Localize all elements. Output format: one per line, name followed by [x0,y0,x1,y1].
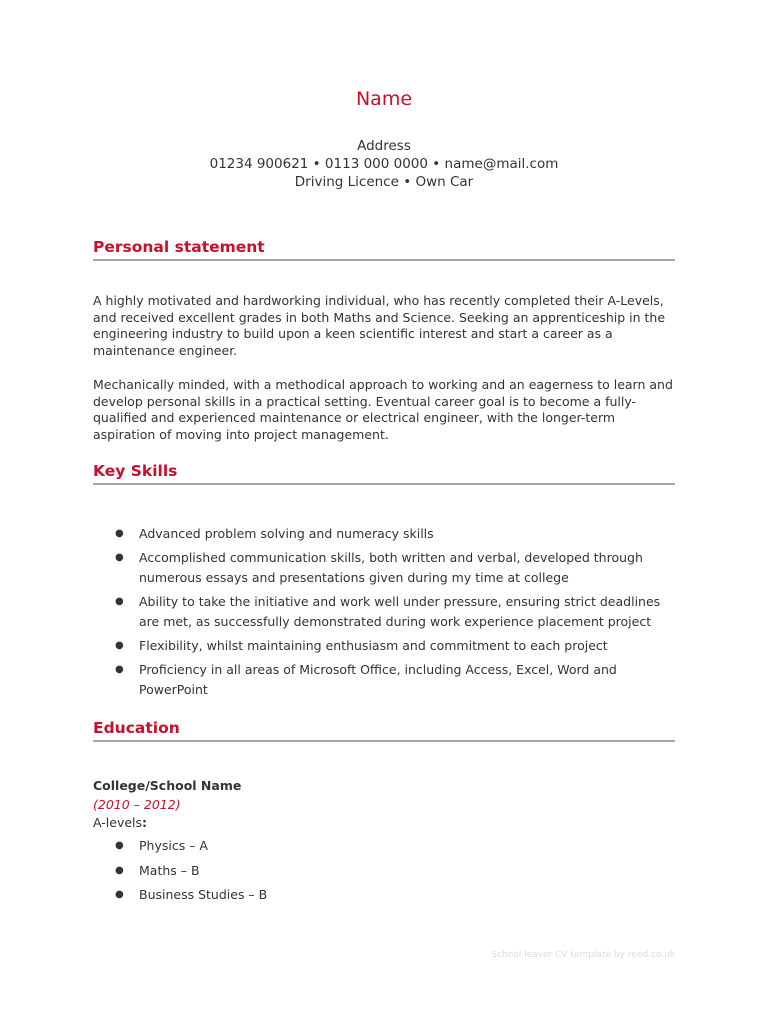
subjects-list [93,836,675,910]
template-credit: School leaver CV template by reed.co.uk [491,950,675,960]
contact-block [93,137,675,191]
statement-paragraph-2: Mechanically minded, with a methodical approach to working and an eagerness to learn and develop personal skills in a practical setting. Eventual career goal is to become a fully-qualified and experienced maintenance or electrical engineer, with the longer-term aspiration of moving into project management. [93,377,673,443]
personal-statement-heading: Personal statement [93,238,675,261]
education-years: (2010 – 2012) [93,797,181,812]
skill-text: Advanced problem solving and numeracy skills [139,526,434,541]
subject-text: Maths – B [139,862,200,878]
skill-text: Flexibility, whilst maintaining enthusiasm and commitment to each project [139,638,608,653]
statement-paragraph-1: A highly motivated and hardworking individual, who has recently completed their A-Levels, and received excellent grades in both Maths and Science. Seeking an apprenticeship in the engineering industry to build upon a keen scientific interest and start a career as a maintenance engineer. [93,293,666,359]
bullet-icon: ● [115,552,124,563]
bullet-icon: ● [115,596,124,607]
list-item [93,861,675,881]
list-item [93,548,675,588]
bullet-icon: ● [115,864,124,876]
list-item [93,592,675,632]
school-name: College/School Name [93,778,242,793]
list-item [93,660,675,700]
subject-text: Physics – A [139,838,208,853]
education-heading: Education [93,719,675,742]
list-item [93,636,675,656]
skill-text: Ability to take the initiative and work well under pressure, ensuring strict deadlines are met, as successfully demonstrated during work experience placement project [139,594,661,629]
bullet-icon: ● [115,840,124,851]
qualification-label [93,815,147,830]
qualification-text: A-levels [93,815,143,830]
bullet-icon: ● [115,889,124,900]
list-item [93,836,675,856]
skill-text: Accomplished communication skills, both written and verbal, developed through numerous essays and presentations given during my time at college [139,550,643,585]
skill-text: Proficiency in all areas of Microsoft Office, including Access, Excel, Word and PowerPoint [139,662,617,697]
phone-email-line: 01234 900621 • 0113 000 0000 • name@mail.com [209,156,559,172]
bullet-icon: ● [115,640,124,651]
list-item [93,885,675,905]
bullet-icon: ● [115,664,124,675]
list-item [93,524,675,544]
subject-text: Business Studies – B [139,887,268,902]
address-line: Address [357,138,411,154]
qualification-colon: : [142,815,148,830]
bullet-icon: ● [115,528,124,539]
licence-line: Driving Licence • Own Car [294,174,474,190]
candidate-name: Name [355,88,413,110]
key-skills-list [93,524,675,704]
key-skills-heading: Key Skills [93,462,675,485]
